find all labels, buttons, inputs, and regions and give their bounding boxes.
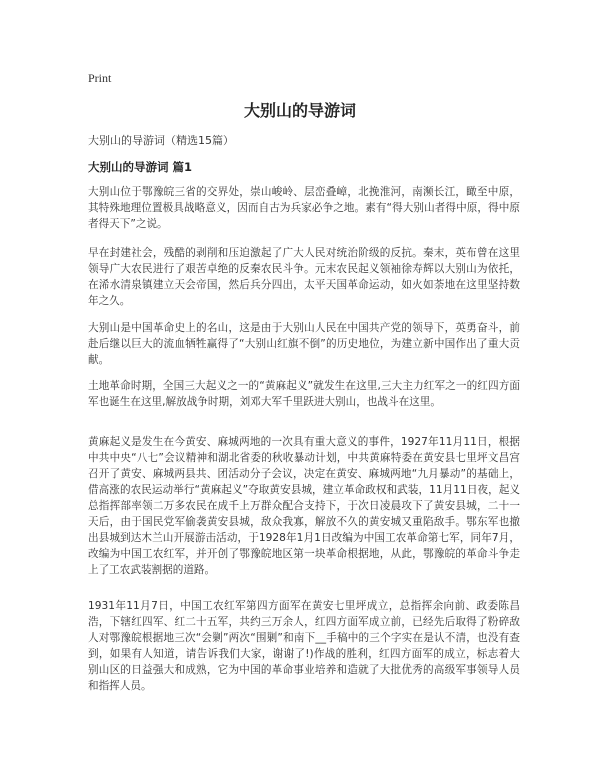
paragraph-5: 黄麻起义是发生在今黄安、麻城两地的一次具有重大意义的事件，1927年11月11日，根据中共中央“八七”会议精神和湖北省委的秋收暴动计划，中共黄麻特委在黄安县七里坪文昌宫召开了黄安、麻城两县共、团活动分子会议，决定在黄安、麻城两地“九月暴动”的基础上，借高涨的农民运动举行“黄麻起义”夺取黄安县城，建立革命政权和武装，11月11日夜，起义总指挥部率领二万多农民在成千上万群众配合支持下，于次日凌晨攻下了黄安县城，二十一天后，由于国民党军偷袭黄安县城，敌众我寡，解放不久的黄安城又重陷敌手。鄂东军也撤出县城到达木兰山开展游击活动，于1928年1月1日改编为中国工农革命第七军，同年7月，改编为中国工农红军，并开创了鄂豫皖地区第一块革命根据地，从此，鄂豫皖的革命斗争走上了工农武装割据的道路。 (88, 436, 520, 576)
document-subtitle: 大别山的导游词（精选15篇） (88, 134, 234, 147)
paragraph-2: 早在封建社会，残酷的剥削和压迫激起了广大人民对统治阶级的反抗。秦末，英布曾在这里领导广大农民进行了艰苦卓绝的反秦农民斗争。元末农民起义领袖徐寿辉以大别山为依托，在浠水清泉镇建立天会帝国，然后兵分四出，太平天国革命运动，如火如荼地在这里坚持数年之久。 (88, 247, 520, 307)
section-heading: 大别山的导游词 篇1 (88, 160, 193, 174)
paragraph-6: 1931年11月7日，中国工农红军第四方面军在黄安七里坪成立，总指挥余向前、政委陈昌浩，下辖红四军、红二十五军，共约三万余人，红四方面军成立前，已经先后取得了粉碎敌人对鄂豫皖根据地三次“会剿”两次“围剿”和南下__手稿中的三个字实在是认不清，也没有查到，如果有人知道，请告诉我们大家，谢谢了!)作战的胜利，红四方面军的成立，标志着大别山区的日益强大和成熟，它为中国的革命事业培养和造就了大批优秀的高级军事领导人员和指挥人员。 (88, 600, 520, 692)
paragraph-4: 土地革命时期，全国三大起义之一的“黄麻起义”就发生在这里,三大主力红军之一的红四方面军也诞生在这里,解放战争时期，刘邓大军千里跃进大别山，也战斗在这里。 (88, 380, 520, 408)
paragraph-3: 大别山是中国革命史上的名山，这是由于大别山人民在中国共产党的领导下，英勇奋斗，前赴后继以巨大的流血牺牲赢得了“大别山红旗不倒”的历史地位，为建立新中国作出了重大贡献。 (88, 322, 520, 366)
paragraph-1: 大别山位于鄂豫皖三省的交界处，崇山峻岭、层峦叠嶂，北挽淮河，南濒长江，瞰至中原，其特殊地理位置极具战略意义，因而自古为兵家必争之地。素有“得大别山者得中原，得中原者得天下”之说。 (88, 186, 520, 230)
page-title: 大别山的导游词 (243, 101, 356, 120)
print-link[interactable]: Print (88, 71, 112, 85)
